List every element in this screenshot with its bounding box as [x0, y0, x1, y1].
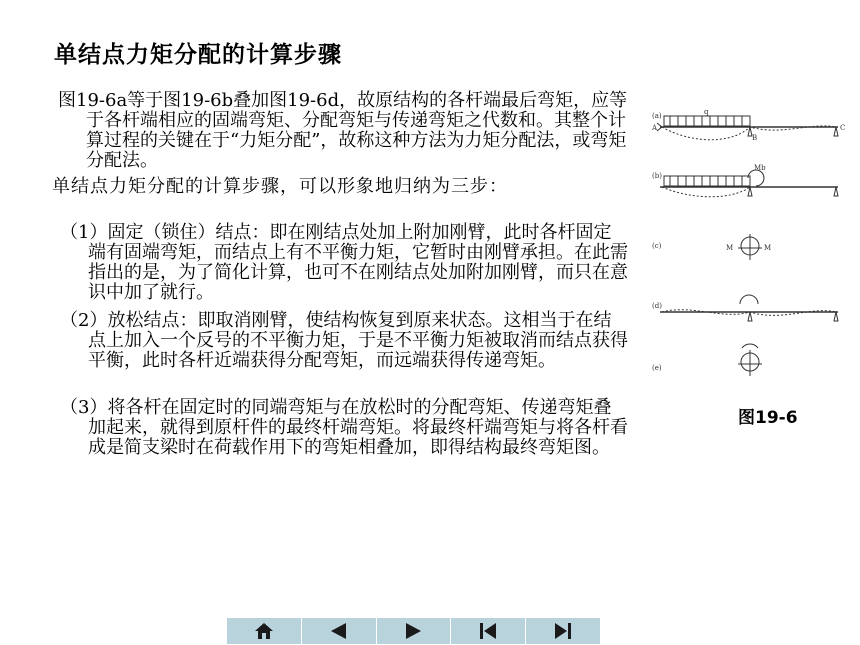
- figure-caption: 图19-6: [738, 408, 798, 428]
- panel-label-e: (e): [652, 364, 662, 372]
- panel-label-d: (d): [652, 302, 662, 310]
- steps-intro: 单结点力矩分配的计算步骤，可以形象地归纳为三步：: [52, 176, 508, 197]
- prev-page-button[interactable]: [302, 618, 377, 644]
- figure-panel-a: [652, 108, 845, 142]
- home-button[interactable]: [227, 618, 302, 644]
- prev-arrow-icon: [328, 621, 350, 641]
- node-label-a: A: [652, 124, 658, 132]
- step-3-paragraph: （3）将各杆在固定时的同端弯矩与在放松时的分配弯矩、传递弯矩叠加起来，就得到原杆件的最终杆端弯矩。将最终杆端弯矩与将各杆看成是简支梁时在荷载作用下的弯矩相叠加，即得结构最终弯矩图。: [60, 397, 628, 458]
- panel-label-b: (b): [652, 172, 662, 180]
- home-icon: [253, 621, 275, 641]
- first-page-button[interactable]: [451, 618, 526, 644]
- moment-label: Mb: [754, 164, 766, 172]
- joint-moment-right: M: [764, 244, 772, 252]
- node-label-b: B: [752, 134, 758, 142]
- page-title: 单结点力矩分配的计算步骤: [54, 42, 342, 68]
- figure-panel-c: [652, 234, 771, 260]
- structural-figure: [652, 108, 852, 388]
- figure-panel-d: [652, 295, 838, 321]
- joint-moment-left: M: [726, 244, 734, 252]
- next-page-button[interactable]: [377, 618, 452, 644]
- node-label-c: C: [840, 124, 846, 132]
- figure-panel-b: [652, 164, 838, 197]
- panel-label-a: (a): [652, 112, 662, 120]
- last-page-icon: [552, 621, 574, 641]
- step-1-paragraph: （1）固定（锁住）结点：即在刚结点处加上附加刚臂，此时各杆固定端有固端弯矩，而结点上有不平衡力矩，它暂时由刚臂承担。在此需指出的是，为了简化计算，也可不在刚结点处加附加刚臂，而只在意识中加了就行。: [60, 222, 628, 303]
- intro-paragraph: 图19-6a等于图19-6b叠加图19-6d，故原结构的各杆端最后弯矩，应等于各杆端相应的固端弯矩、分配弯矩与传递弯矩之代数和。其整个计算过程的关键在于“力矩分配”，故称这种方法为力矩分配法，或弯矩分配法。: [58, 90, 628, 171]
- panel-label-c: (c): [652, 242, 662, 250]
- next-arrow-icon: [402, 621, 424, 641]
- first-page-icon: [477, 621, 499, 641]
- load-label: q: [704, 108, 709, 116]
- last-page-button[interactable]: [526, 618, 600, 644]
- figure-panel-e: [652, 344, 762, 376]
- nav-bar: [227, 618, 600, 644]
- step-2-paragraph: （2）放松结点：即取消刚臂，使结构恢复到原来状态。这相当于在结点上加入一个反号的不平衡力矩，于是不平衡力矩被取消而结点获得平衡，此时各杆近端获得分配弯矩，而远端获得传递弯矩。: [60, 310, 628, 371]
